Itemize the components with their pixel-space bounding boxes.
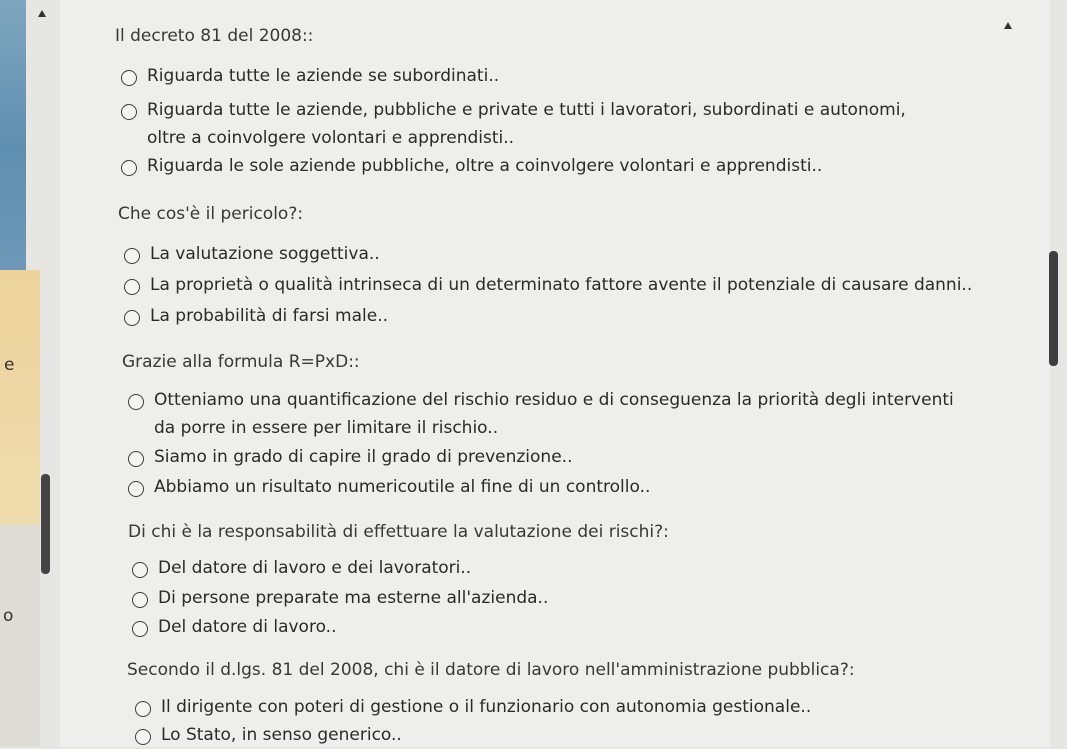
question-4-text: Di chi è la responsabilità di effettuare la valutazione dei rischi?:	[128, 522, 669, 542]
radio-button[interactable]	[128, 481, 144, 497]
question-2-text: Che cos'è il pericolo?:	[118, 204, 304, 224]
scrollbar-thumb[interactable]	[1049, 251, 1058, 366]
scroll-up-arrow-icon[interactable]	[38, 10, 46, 17]
question-5-option-2[interactable]	[135, 725, 402, 749]
radio-button[interactable]	[124, 248, 140, 264]
radio-button[interactable]	[121, 70, 137, 86]
quiz-panel	[60, 0, 1050, 747]
question-2-option-3[interactable]	[124, 306, 388, 330]
radio-button[interactable]	[128, 394, 144, 410]
radio-button[interactable]	[121, 104, 137, 120]
radio-button[interactable]	[132, 562, 148, 578]
question-1-option-2[interactable]	[121, 100, 947, 152]
question-1-text: Il decreto 81 del 2008::	[115, 26, 314, 46]
question-4-option-1[interactable]	[132, 558, 471, 582]
radio-button[interactable]	[132, 621, 148, 637]
radio-button[interactable]	[121, 160, 137, 176]
question-1-option-1[interactable]	[121, 66, 499, 90]
left-edge-strip-lower	[0, 525, 40, 747]
option-label: Riguarda tutte le aziende se subordinati..	[147, 66, 500, 86]
option-label: La proprietà o qualità intrinseca di un determinato fattore avente il potenziale di causare danni..	[150, 275, 973, 295]
scroll-up-arrow-icon[interactable]	[1004, 22, 1012, 29]
option-label: Del datore di lavoro e dei lavoratori..	[158, 558, 472, 578]
question-4-option-3[interactable]	[132, 617, 336, 641]
option-label: Del datore di lavoro..	[158, 617, 337, 637]
option-label: Siamo in grado di capire il grado di prevenzione..	[154, 447, 573, 467]
radio-button[interactable]	[132, 592, 148, 608]
option-label: Riguarda tutte le aziende, pubbliche e private e tutti i lavoratori, subordinati e autonomi, oltre a coinvolgere volontari e apprendisti..	[147, 100, 906, 148]
option-label: Riguarda le sole aziende pubbliche, oltre a coinvolgere volontari e apprendisti..	[147, 156, 823, 176]
question-5-option-1[interactable]	[135, 697, 811, 721]
radio-button[interactable]	[128, 451, 144, 467]
option-label: Lo Stato, in senso generico..	[161, 725, 402, 745]
question-4-option-2[interactable]	[132, 588, 548, 612]
radio-button[interactable]	[135, 729, 151, 745]
radio-button[interactable]	[124, 279, 140, 295]
question-3-text: Grazie alla formula R=PxD::	[122, 352, 360, 372]
question-2-option-1[interactable]	[124, 244, 380, 268]
option-label: Il dirigente con poteri di gestione o il funzionario con autonomia gestionale..	[161, 697, 812, 717]
left-edge-letter-e: e	[4, 355, 15, 375]
radio-button[interactable]	[124, 310, 140, 326]
left-edge-strip-highlight	[0, 270, 40, 525]
radio-button[interactable]	[135, 701, 151, 717]
question-1-option-3[interactable]	[121, 156, 822, 180]
question-2-option-2[interactable]	[124, 275, 972, 299]
question-3-option-2[interactable]	[128, 447, 572, 471]
option-label: Di persone preparate ma esterne all'azienda..	[158, 588, 549, 608]
option-label: La valutazione soggettiva..	[150, 244, 380, 264]
left-edge-letter-o: o	[3, 606, 14, 626]
option-label: La probabilità di farsi male..	[150, 306, 389, 326]
option-label: Otteniamo una quantificazione del rischio residuo e di conseguenza la priorità degli interventi da porre in essere per limitare il rischio..	[154, 390, 954, 438]
left-edge-strip	[0, 0, 26, 270]
question-3-option-3[interactable]	[128, 477, 650, 501]
left-scrollbar-thumb[interactable]	[41, 474, 50, 574]
option-label: Abbiamo un risultato numericoutile al fine di un controllo..	[154, 477, 651, 497]
question-5-text: Secondo il d.lgs. 81 del 2008, chi è il datore di lavoro nell'amministrazione pubblica?:	[127, 660, 855, 680]
question-3-option-1[interactable]	[128, 390, 954, 442]
